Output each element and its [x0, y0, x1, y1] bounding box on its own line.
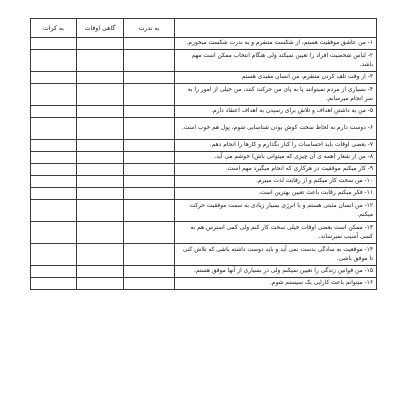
answer-often-cell[interactable]	[31, 188, 77, 200]
answer-rarely-cell[interactable]	[124, 84, 175, 106]
question-row	[31, 72, 377, 84]
question-text: ۱۴- موقعیت به سادگی بدست نمی آید و باید دوست داشته باشی که تلاش کنی تا موفق باشی.	[175, 244, 377, 266]
answer-often-cell[interactable]	[31, 266, 77, 278]
answer-often-cell[interactable]	[31, 106, 77, 118]
answer-often-cell[interactable]	[31, 164, 77, 176]
answer-rarely-cell[interactable]	[124, 38, 175, 50]
answer-often-cell[interactable]	[31, 84, 77, 106]
answer-rarely-cell[interactable]	[124, 140, 175, 152]
question-text: ۱۶- میتوانم باعث کارایی یک سیستم شوم.	[175, 278, 377, 290]
question-text: ۱۰- من سخت کار میکنم و از رقابت لذت میبرم.	[175, 176, 377, 188]
question-row	[31, 152, 377, 164]
answer-often-cell[interactable]	[31, 244, 77, 266]
answer-often-cell[interactable]	[31, 200, 77, 222]
question-row	[31, 200, 377, 222]
answer-sometimes-cell[interactable]	[77, 152, 124, 164]
answer-sometimes-cell[interactable]	[77, 106, 124, 118]
question-text: ۴- بسیاری از مردم نمیتوانند پا به پای من حرکت کنند، من خیلی از امور را به سر انجام میرسانم.	[175, 84, 377, 106]
answer-often-cell[interactable]	[31, 176, 77, 188]
answer-often-cell[interactable]	[31, 72, 77, 84]
header-row	[31, 19, 377, 38]
sometimes-column-header: گاهی اوقات	[77, 19, 124, 38]
answer-rarely-cell[interactable]	[124, 164, 175, 176]
answer-often-cell[interactable]	[31, 278, 77, 290]
question-row	[31, 140, 377, 152]
question-text: ۵- من به داشتن اهداف و تلاش برای رسیدن به اهداف اعتقاد دارم.	[175, 106, 377, 118]
question-text: ۹- کار میکنم موفقیت در هرکاری که انجام میگیرد مهم است.	[175, 164, 377, 176]
question-text: ۳- از وقت تلف کردن متنفرم، من انسان مفیدی هستم	[175, 72, 377, 84]
question-row	[31, 118, 377, 140]
answer-often-cell[interactable]	[31, 38, 77, 50]
question-text: ۱- من عاشق موفقیت هستم، از شکست متنفرم و به ندرت شکست میخورم.	[175, 38, 377, 50]
question-row	[31, 84, 377, 106]
answer-sometimes-cell[interactable]	[77, 222, 124, 244]
answer-sometimes-cell[interactable]	[77, 188, 124, 200]
answer-often-cell[interactable]	[31, 140, 77, 152]
answer-rarely-cell[interactable]	[124, 50, 175, 72]
answer-rarely-cell[interactable]	[124, 266, 175, 278]
answer-sometimes-cell[interactable]	[77, 244, 124, 266]
answer-rarely-cell[interactable]	[124, 278, 175, 290]
question-row	[31, 188, 377, 200]
question-row	[31, 38, 377, 50]
question-text: ۶- دوست دارم به لحاظ سخت کوش بودن شناسایی شوم، پول هم خوب است.	[175, 118, 377, 140]
answer-rarely-cell[interactable]	[124, 188, 175, 200]
answer-rarely-cell[interactable]	[124, 200, 175, 222]
answer-often-cell[interactable]	[31, 50, 77, 72]
answer-sometimes-cell[interactable]	[77, 278, 124, 290]
answer-sometimes-cell[interactable]	[77, 176, 124, 188]
question-row	[31, 222, 377, 244]
answer-often-cell[interactable]	[31, 118, 77, 140]
answer-rarely-cell[interactable]	[124, 106, 175, 118]
question-text: ۱۲- من انسان مثبتی هستم و با انرژی بسیار زیادی به سمت موفقیت حرکت میکنم.	[175, 200, 377, 222]
answer-sometimes-cell[interactable]	[77, 38, 124, 50]
answer-sometimes-cell[interactable]	[77, 266, 124, 278]
answer-sometimes-cell[interactable]	[77, 164, 124, 176]
rarely-column-header: به ندرت	[124, 19, 175, 38]
question-row	[31, 266, 377, 278]
statement-column-header	[175, 19, 377, 38]
question-text: ۱۵- من قوانین زندگی را تعیین نمیکنم ولی در بسیاری از آنها موفق هستم.	[175, 266, 377, 278]
question-row	[31, 278, 377, 290]
answer-sometimes-cell[interactable]	[77, 50, 124, 72]
answer-rarely-cell[interactable]	[124, 244, 175, 266]
answer-sometimes-cell[interactable]	[77, 200, 124, 222]
often-column-header: به کرات	[31, 19, 77, 38]
answer-often-cell[interactable]	[31, 222, 77, 244]
question-text: ۱۳- ممکن است بعضی اوقات خیلی سخت کار کنم ولی کمی استرس هم به کسی آسیب نمیرساند.	[175, 222, 377, 244]
question-text: ۷- بعضی اوقات باید احساسات را کنار بگذارم و کارها را انجام دهم.	[175, 140, 377, 152]
answer-sometimes-cell[interactable]	[77, 84, 124, 106]
question-text: ۲- لباس شخصیت افراد را تعیین نمیکند ولی هنگام انتخاب ممکن است مهم باشد.	[175, 50, 377, 72]
answer-rarely-cell[interactable]	[124, 222, 175, 244]
answer-sometimes-cell[interactable]	[77, 140, 124, 152]
answer-often-cell[interactable]	[31, 152, 77, 164]
question-row	[31, 176, 377, 188]
question-row	[31, 106, 377, 118]
answer-rarely-cell[interactable]	[124, 72, 175, 84]
questionnaire-table	[30, 18, 377, 290]
answer-rarely-cell[interactable]	[124, 118, 175, 140]
answer-rarely-cell[interactable]	[124, 152, 175, 164]
answer-rarely-cell[interactable]	[124, 176, 175, 188]
question-row	[31, 164, 377, 176]
answer-sometimes-cell[interactable]	[77, 72, 124, 84]
question-row	[31, 244, 377, 266]
question-text: ۱۱- فکر میکنم رقابت باعث تعیین بهترین است.	[175, 188, 377, 200]
question-row	[31, 50, 377, 72]
answer-sometimes-cell[interactable]	[77, 118, 124, 140]
question-text: ۸- من از شعار (همه ی آن چیزی که میتوانی باش) خوشم می آید.	[175, 152, 377, 164]
